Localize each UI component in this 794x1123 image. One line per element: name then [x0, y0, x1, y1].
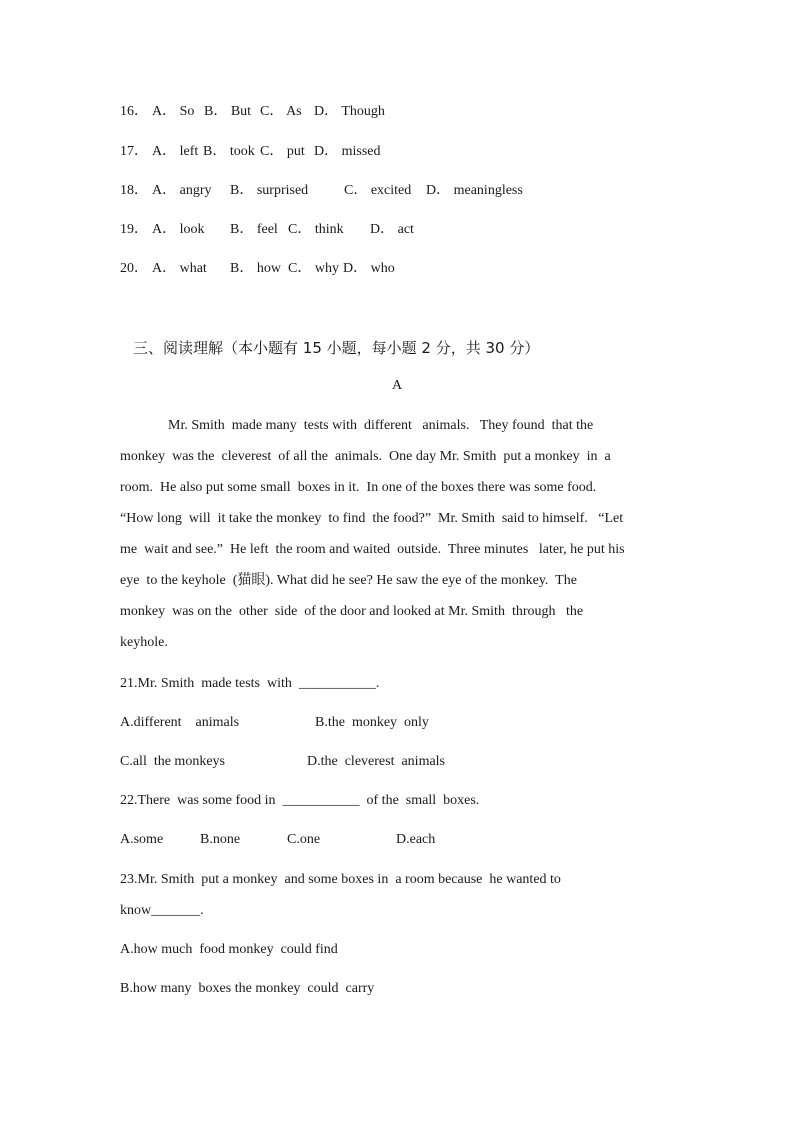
question-number: 17． — [120, 144, 148, 159]
passage-line: monkey was on the other side of the door and looked at Mr. Smith through the — [120, 604, 584, 619]
question-22-option-d: D.each — [396, 832, 436, 847]
question-23-stem-cont: know_______. — [120, 903, 204, 918]
question-22-option-b: B.none — [200, 832, 241, 847]
option-c: C． excited — [344, 183, 412, 198]
option-c: C． why — [288, 261, 339, 276]
option-c: C． think — [288, 222, 344, 237]
option-b: B． surprised — [230, 183, 309, 198]
question-22-stem: 22.There was some food in ___________ of the small boxes. — [120, 793, 480, 808]
question-number: 20． — [120, 261, 148, 276]
passage-line: Mr. Smith made many tests with different animals. They found that the — [168, 418, 594, 433]
option-b: B． feel — [230, 222, 278, 237]
option-d: D． Though — [314, 104, 385, 119]
question-number: 16． — [120, 104, 148, 119]
option-c: C． As — [260, 104, 302, 119]
option-d: D． meaningless — [426, 183, 523, 198]
question-21-option-c: C.all the monkeys — [120, 754, 225, 769]
question-number: 18． — [120, 183, 148, 198]
question-22-option-c: C.one — [287, 832, 321, 847]
question-23-option-b: B.how many boxes the monkey could carry — [120, 981, 375, 996]
option-d: D． missed — [314, 144, 381, 159]
question-21-stem: 21.Mr. Smith made tests with ___________. — [120, 676, 380, 691]
option-b: B． took — [203, 144, 255, 159]
option-a: A． angry — [152, 183, 212, 198]
section-title: 三、阅读理解（本小题有 15 小题，每小题 2 分，共 30 分） — [133, 339, 540, 357]
question-21-option-a: A.different animals — [120, 715, 240, 730]
option-b: B． But — [204, 104, 252, 119]
option-a: A． So — [152, 104, 195, 119]
option-b: B． how — [230, 261, 281, 276]
passage-line: room. He also put some small boxes in it. In one of the boxes there was some food. — [120, 480, 597, 495]
option-d: D． who — [343, 261, 395, 276]
passage-line: eye to the keyhole (猫眼). What did he see? He saw the eye of the monkey. The — [120, 573, 577, 588]
question-number: 19． — [120, 222, 148, 237]
passage-line: “How long will it take the monkey to find the food?” Mr. Smith said to himself. “Let — [120, 511, 624, 526]
question-21-option-b: B.the monkey only — [315, 715, 429, 730]
question-22-option-a: A.some — [120, 832, 164, 847]
passage-line: monkey was the cleverest of all the animals. One day Mr. Smith put a monkey in a — [120, 449, 611, 464]
option-a: A． look — [152, 222, 205, 237]
option-c: C． put — [260, 144, 305, 159]
option-a: A． what — [152, 261, 207, 276]
passage-line: keyhole. — [120, 635, 168, 650]
passage-label: A — [391, 378, 403, 393]
passage-line: me wait and see.” He left the room and waited outside. Three minutes later, he put his — [120, 542, 625, 557]
question-23-option-a: A.how much food monkey could find — [120, 942, 338, 957]
question-23-stem: 23.Mr. Smith put a monkey and some boxes in a room because he wanted to — [120, 872, 561, 887]
question-21-option-d: D.the cleverest animals — [307, 754, 446, 769]
option-a: A． left — [152, 144, 199, 159]
option-d: D． act — [370, 222, 414, 237]
